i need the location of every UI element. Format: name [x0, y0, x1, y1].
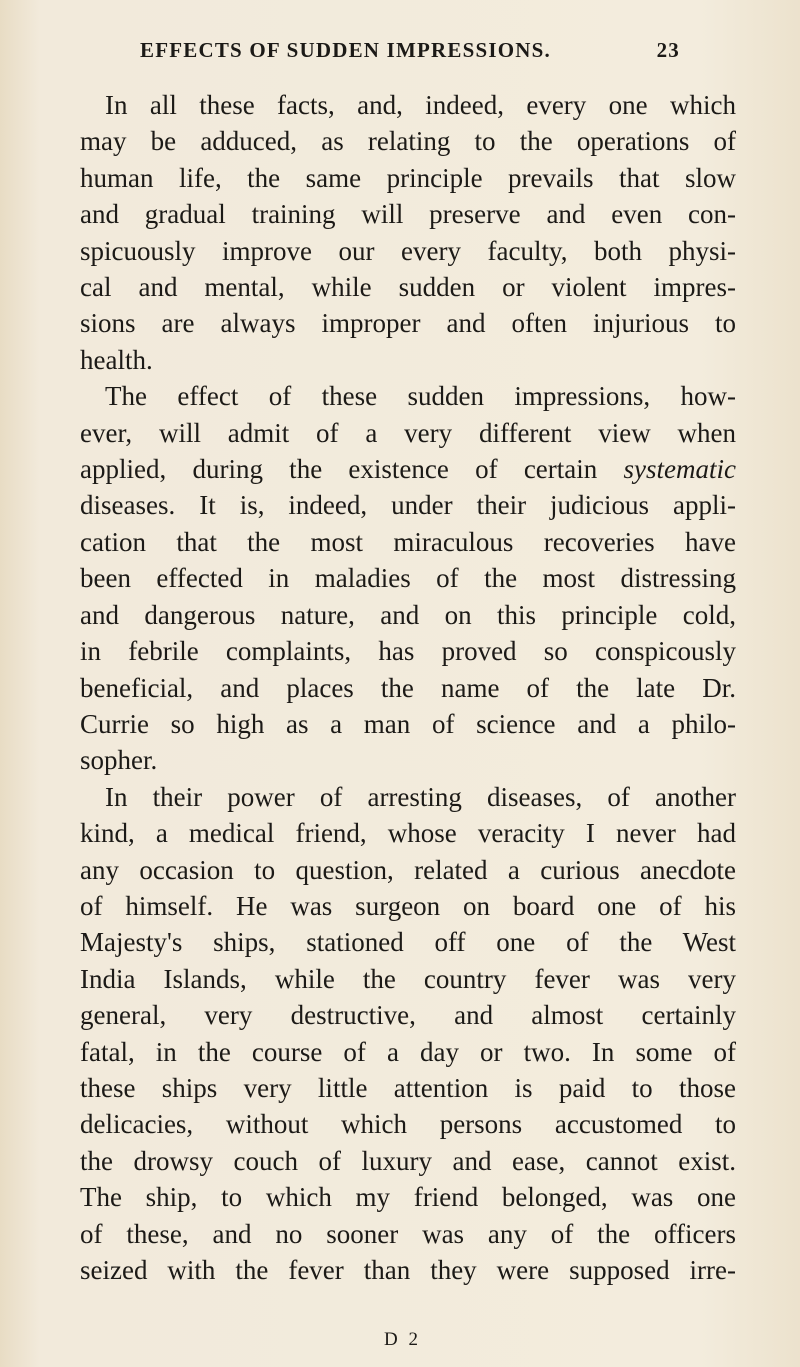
text-line: cation that the most miraculous recoveries have — [80, 526, 736, 557]
text-line: The effect of these sudden impressions, how- — [105, 381, 736, 412]
text-line: the drowsy couch of luxury and ease, cannot exist. — [80, 1145, 736, 1176]
line-text: It is, indeed, under their judicious appli- — [199, 490, 736, 521]
line-text: diseases. — [80, 490, 176, 521]
text-line: general, very destructive, and almost certainly — [80, 1000, 736, 1031]
text-line: beneficial, and places the name of the late Dr. — [80, 672, 736, 703]
text-line: these ships very little attention is paid to those — [80, 1072, 736, 1103]
text-line: delicacies, without which persons accustomed to — [80, 1109, 736, 1140]
text-line: and dangerous nature, and on this principle cold, — [80, 599, 736, 630]
text-line: sopher. — [80, 745, 158, 776]
text-line: The ship, to which my friend belonged, was one — [80, 1182, 736, 1213]
text-line: spicuously improve our every faculty, both physi- — [80, 235, 736, 266]
signature-mark: D 2 — [384, 1329, 421, 1350]
text-line: In their power of arresting diseases, of another — [105, 781, 736, 812]
running-title: EFFECTS OF SUDDEN IMPRESSIONS. — [140, 38, 551, 62]
text-line: In all these facts, and, indeed, every one which — [105, 90, 736, 120]
text-line: and gradual training will preserve and even con- — [80, 199, 736, 230]
text-line — [80, 487, 736, 523]
text-line: Currie so high as a man of science and a philo- — [80, 708, 736, 739]
text-line: sions are always improper and often injurious to — [80, 308, 736, 339]
text-line: Majesty's ships, stationed off one of the West — [80, 927, 736, 958]
text-line: seized with the fever than they were supposed irre- — [80, 1255, 736, 1285]
text-line — [80, 451, 736, 487]
text-line: ever, will admit of a very different view when — [80, 417, 736, 448]
body-text — [80, 87, 736, 1288]
text-line: human life, the same principle prevails that slow — [80, 162, 736, 193]
text-line: may be adduced, as relating to the operations of — [80, 126, 736, 157]
text-line: fatal, in the course of a day or two. In some of — [80, 1036, 736, 1067]
italic-text: systematic — [623, 454, 737, 485]
text-line: of himself. He was surgeon on board one of his — [80, 890, 736, 921]
text-line: of these, and no sooner was any of the officers — [80, 1218, 736, 1249]
text-line: cal and mental, while sudden or violent impres- — [80, 272, 736, 303]
text-line: India Islands, while the country fever was very — [80, 963, 736, 994]
text-line: been effected in maladies of the most distressing — [80, 563, 736, 594]
text-line: kind, a medical friend, whose veracity I never had — [80, 818, 736, 849]
text-line: any occasion to question, related a curious anecdote — [80, 854, 736, 885]
text-line: in febrile complaints, has proved so conspicously — [80, 636, 736, 667]
text-line: health. — [80, 344, 153, 375]
line-text: applied, during the existence of certain — [80, 454, 598, 485]
page-number: 23 — [656, 38, 680, 62]
